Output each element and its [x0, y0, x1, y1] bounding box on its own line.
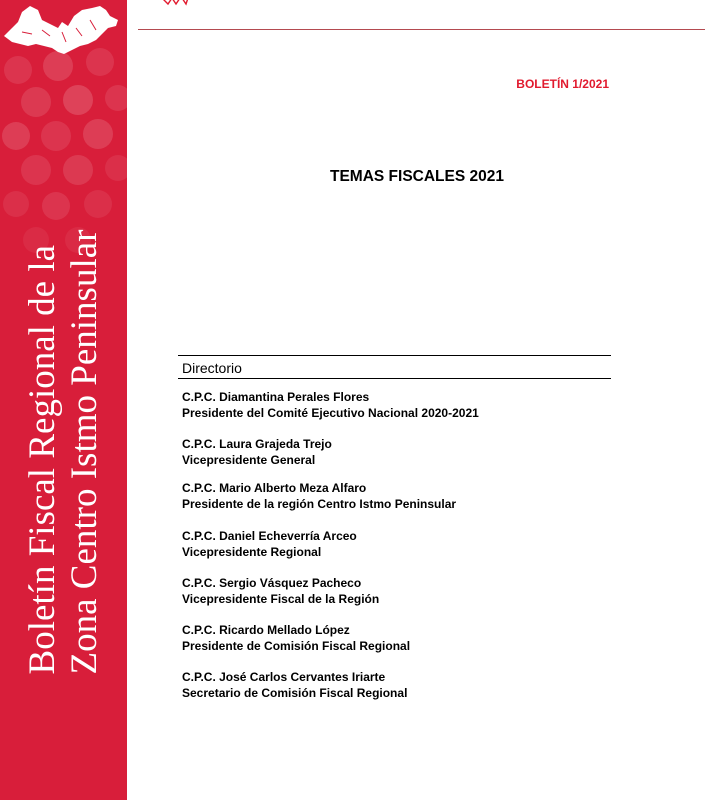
document-title: TEMAS FISCALES 2021 — [330, 168, 504, 185]
entry-role: Vicepresidente Fiscal de la Región — [182, 592, 380, 606]
bulletin-number: BOLETÍN 1/2021 — [516, 77, 609, 91]
entry-name: C.P.C. Laura Grajeda Trejo — [182, 437, 332, 451]
directory-entry — [178, 389, 611, 421]
directory-section — [178, 355, 611, 701]
entry-role: Presidente de Comisión Fiscal Regional — [182, 639, 411, 653]
entry-role: Presidente del Comité Ejecutivo Nacional 2020-2021 — [182, 406, 479, 420]
directory-bottom-rule — [178, 378, 611, 379]
entry-role: Presidente de la región Centro Istmo Peninsular — [182, 497, 457, 511]
directory-heading: Directorio — [182, 360, 242, 376]
entry-name: C.P.C. Sergio Vásquez Pacheco — [182, 576, 362, 590]
directory-entry — [178, 436, 611, 468]
vertical-title-line1: Boletín Fiscal Regional de la — [22, 244, 63, 675]
entry-name: C.P.C. Diamantina Perales Flores — [182, 390, 370, 404]
header-rule — [138, 29, 705, 30]
directory-entry — [178, 669, 611, 701]
directory-entry — [178, 575, 611, 607]
entry-role: Vicepresidente Regional — [182, 545, 322, 559]
vertical-title-line2: Zona Centro Istmo Peninsular — [64, 229, 105, 675]
map-icon — [2, 2, 122, 58]
entry-name: C.P.C. José Carlos Cervantes Iriarte — [182, 670, 386, 684]
directory-entry — [178, 622, 611, 654]
entry-name: C.P.C. Daniel Echeverría Arceo — [182, 529, 357, 543]
directory-entry — [178, 480, 611, 512]
entry-name: C.P.C. Ricardo Mellado López — [182, 623, 350, 637]
entry-name: C.P.C. Mario Alberto Meza Alfaro — [182, 481, 367, 495]
directory-entry — [178, 528, 611, 560]
entry-role: Secretario de Comisión Fiscal Regional — [182, 686, 408, 700]
vertical-title — [22, 230, 106, 675]
entry-role: Vicepresidente General — [182, 453, 316, 467]
sidebar-banner — [0, 0, 127, 800]
logo-icon — [160, 0, 190, 8]
